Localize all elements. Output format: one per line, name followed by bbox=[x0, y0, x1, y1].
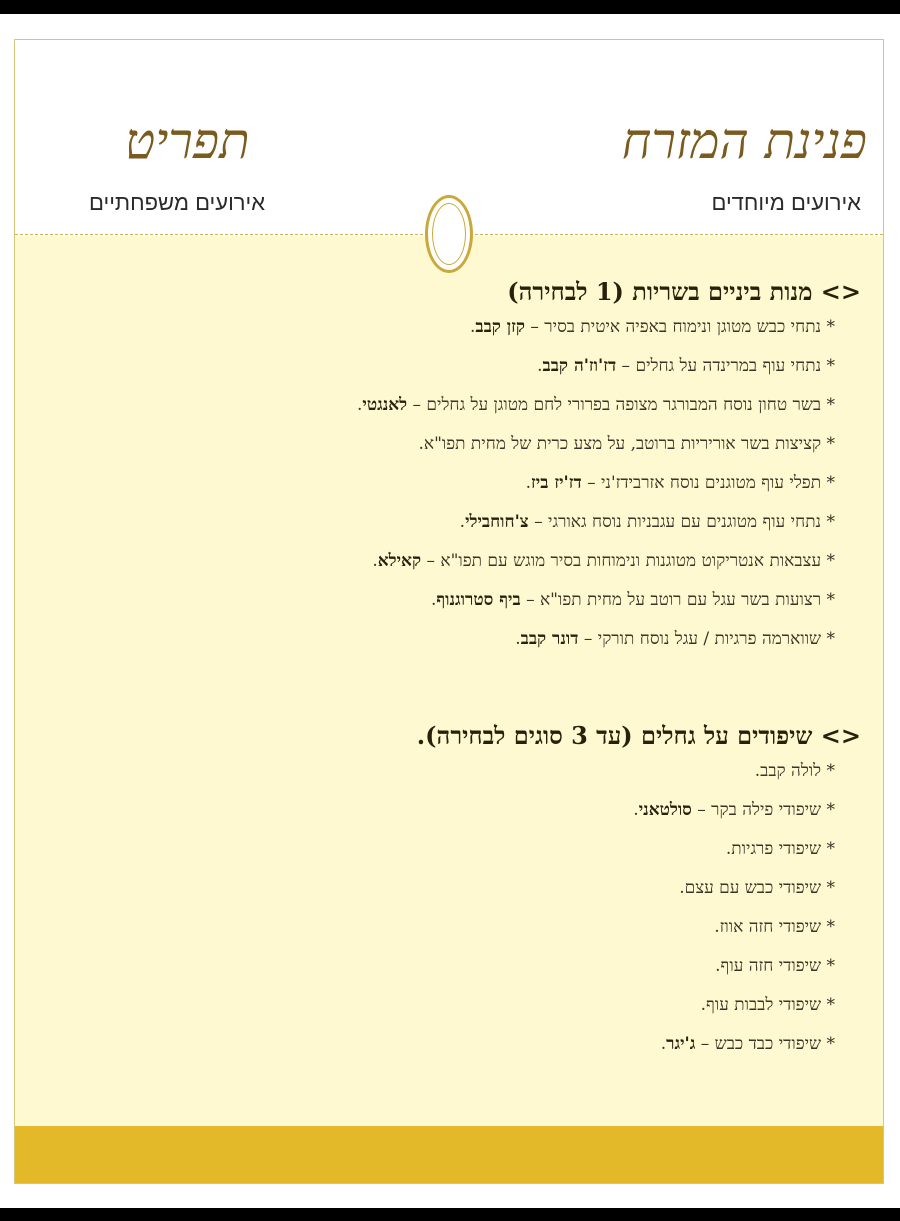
item-list bbox=[417, 752, 861, 1064]
section-meat-starters bbox=[357, 276, 861, 659]
section-title: <> שיפודים על גחלים (עד 3 סוגים לבחירה). bbox=[416, 721, 861, 750]
oval-emblem-icon bbox=[425, 195, 473, 273]
item-list bbox=[357, 308, 861, 659]
list-item: * נתחי עוף מטוגנים עם עגבניות נוסח גאורגי – צ'חוחבילי. bbox=[459, 512, 835, 532]
list-item: * שיפודי לבבות עוף. bbox=[700, 995, 835, 1015]
list-item: * שיפודי פילה בקר – סולטאני. bbox=[633, 800, 835, 820]
list-item: * שיפודי כבד כבש – ג'יגר. bbox=[660, 1034, 835, 1054]
section-skewers bbox=[417, 720, 861, 1064]
section-title: <> מנות ביניים בשריות (1 לבחירה) bbox=[507, 277, 861, 306]
list-item: * שיפודי כבש עם עצם. bbox=[679, 878, 835, 898]
list-item: * שיפודי חזה אווז. bbox=[714, 917, 835, 937]
menu-page bbox=[14, 39, 884, 1184]
list-item: * שיפודי חזה עוף. bbox=[715, 956, 835, 976]
page-title: תפריט bbox=[125, 112, 250, 170]
list-item: * בשר טחון נוסח המבורגר מצופה בפרורי לחם מטוגן על גחלים – לאנגטי. bbox=[356, 395, 835, 415]
list-item: * קציצות בשר אוריריות ברוטב, על מצע כרית של מחית תפו"א. bbox=[418, 434, 835, 454]
list-item: * תפלי עוף מטוגנים נוסח אזרבידז'ני – דז'יז ביז. bbox=[525, 473, 835, 493]
brand-subtitle: אירועים מיוחדים bbox=[711, 190, 861, 215]
list-item: * רצועות בשר עגל עם רוטב על מחית תפו"א – ביף סטרוגנוף. bbox=[430, 590, 835, 610]
list-item: * שווארמה פרגיות / עגל נוסח תורקי – דונר קבב. bbox=[515, 629, 835, 649]
list-item: * שיפודי פרגיות. bbox=[725, 839, 835, 859]
list-item: * עצבאות אנטריקוט מטוגנות ונימוחות בסיר מוגש עם תפו"א – קאילא. bbox=[372, 551, 835, 571]
footer-bar bbox=[15, 1126, 883, 1183]
brand-logo-text: פנינת המזרח bbox=[621, 112, 867, 170]
list-item: * נתחי עוף במרינדה על גחלים – דז'וז'ה קבב. bbox=[537, 356, 835, 376]
list-item: * נתחי כבש מטוגן ונימוח באפיה איטית בסיר – קזן קבב. bbox=[470, 317, 835, 337]
list-item: * לולה קבב. bbox=[754, 761, 835, 781]
page-subtitle: אירועים משפחתיים bbox=[89, 190, 266, 215]
screen bbox=[0, 14, 900, 1208]
